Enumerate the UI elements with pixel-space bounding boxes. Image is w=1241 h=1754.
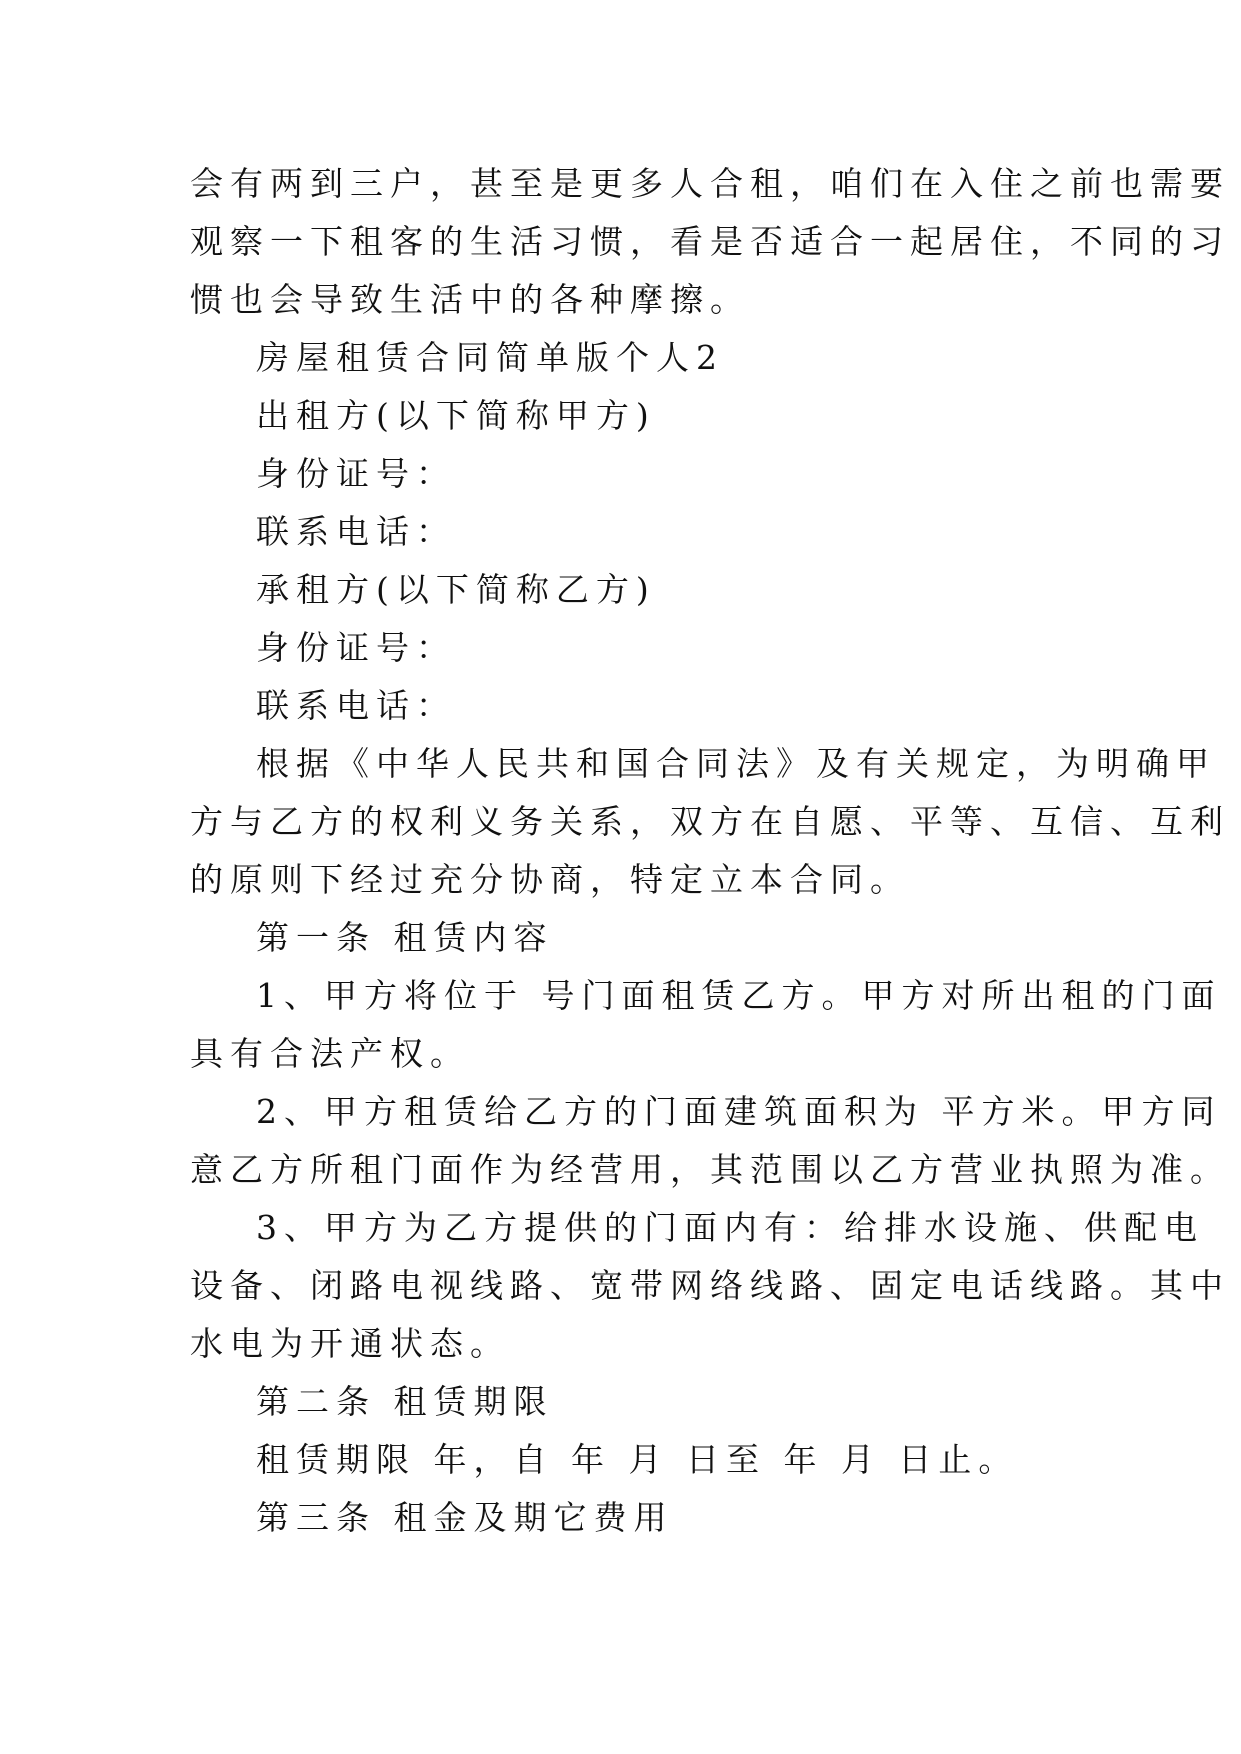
text-line: 具有合法产权。 — [190, 1034, 470, 1073]
lessor-id-label: 身份证号： — [256, 454, 456, 493]
text-line: 方与乙方的权利义务关系，双方在自愿、平等、互信、互利 — [190, 802, 1230, 841]
text-line: 设备、闭路电视线路、宽带网络线路、固定电话线路。其中 — [190, 1266, 1230, 1305]
document-body — [190, 155, 1230, 1547]
text-line: 的原则下经过充分协商，特定立本合同。 — [190, 860, 910, 899]
text-line: 1、甲方将位于 号门面租赁乙方。甲方对所出租的门面 — [256, 976, 1222, 1015]
lessor-label: 出租方(以下简称甲方) — [256, 396, 656, 435]
text-line: 惯也会导致生活中的各种摩擦。 — [190, 280, 750, 319]
text-line: 3、甲方为乙方提供的门面内有：给排水设施、供配电 — [256, 1208, 1204, 1247]
text-line: 2、甲方租赁给乙方的门面建筑面积为 平方米。甲方同 — [256, 1092, 1222, 1131]
text-line: 根据《中华人民共和国合同法》及有关规定，为明确甲 — [256, 744, 1216, 783]
text-line: 意乙方所租门面作为经营用，其范围以乙方营业执照为准。 — [190, 1150, 1230, 1189]
lessor-phone-label: 联系电话： — [256, 512, 456, 551]
article-heading: 第三条 租金及期它费用 — [256, 1498, 674, 1537]
lessee-id-label: 身份证号： — [256, 628, 456, 667]
text-line: 观察一下租客的生活习惯，看是否适合一起居住，不同的习 — [190, 222, 1230, 261]
article-heading: 第一条 租赁内容 — [256, 918, 554, 957]
text-line: 水电为开通状态。 — [190, 1324, 510, 1363]
text-line: 会有两到三户，甚至是更多人合租，咱们在入住之前也需要 — [190, 164, 1230, 203]
lessee-phone-label: 联系电话： — [256, 686, 456, 725]
lessee-label: 承租方(以下简称乙方) — [256, 570, 656, 609]
section-title: 房屋租赁合同简单版个人2 — [256, 338, 724, 377]
article-heading: 第二条 租赁期限 — [256, 1382, 554, 1421]
text-line: 租赁期限 年，自 年 月 日至 年 月 日止。 — [256, 1440, 1019, 1479]
